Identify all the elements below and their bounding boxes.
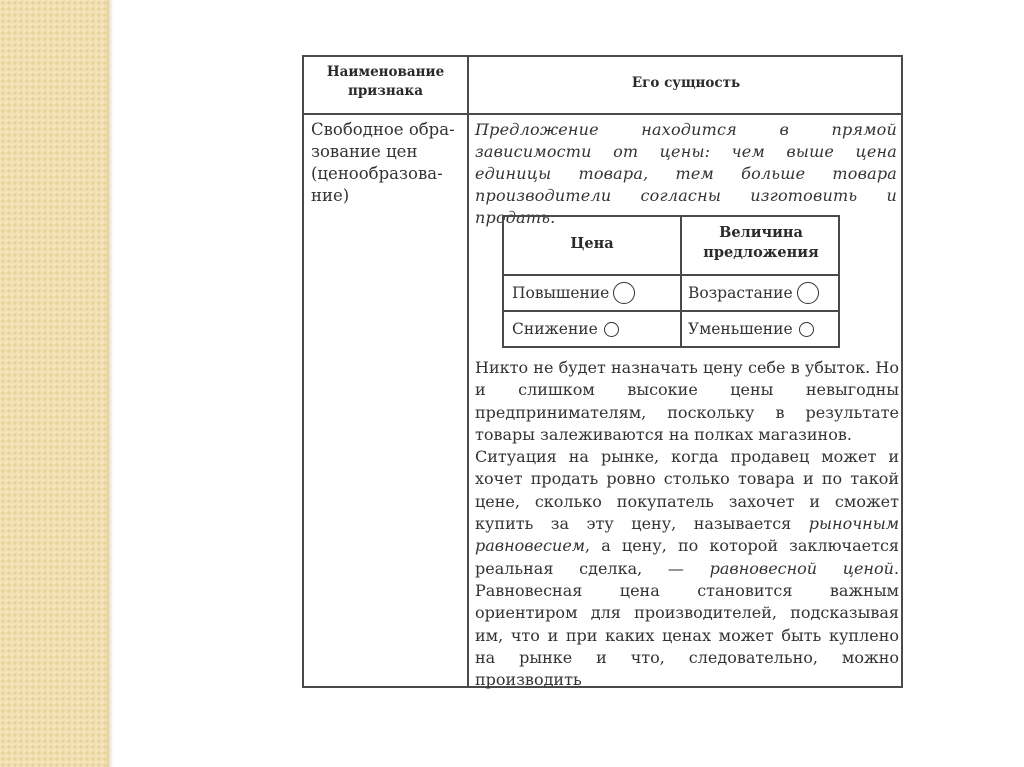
feature-name-cell xyxy=(311,119,463,207)
feature-line: ние) xyxy=(311,186,350,205)
inner-row-divider xyxy=(504,310,838,312)
header-feature-name xyxy=(304,63,467,101)
header-line: предложения xyxy=(703,244,819,261)
price-supply-table xyxy=(502,215,840,348)
small-circle-icon xyxy=(799,322,814,337)
header-divider xyxy=(304,113,901,115)
header-essence: Его сущность xyxy=(631,75,741,91)
side-pattern-shadow xyxy=(107,0,113,767)
large-circle-icon xyxy=(797,282,819,304)
cell-text: Снижение xyxy=(512,320,598,338)
explanation-text xyxy=(475,357,899,691)
supply-decrease-cell xyxy=(688,317,814,341)
essence-cell xyxy=(475,119,897,229)
price-decrease-cell xyxy=(512,317,619,341)
cell-text: Повышение xyxy=(512,284,610,302)
small-circle-icon xyxy=(604,322,619,337)
feature-line: (ценообразова- xyxy=(311,164,443,183)
text-span: , а цену, по которой заключается реальная сделка, — xyxy=(475,536,899,578)
paragraph-equilibrium xyxy=(475,446,899,691)
term-equilibrium-price: равновесной ценой xyxy=(709,558,894,578)
text-span: Ситуация на рынке, когда продавец может и хочет продать ровно столько товара и по такой цене, сколько покупатель захочет и сможет купить за эту цену, называется xyxy=(475,447,899,534)
price-increase-cell xyxy=(512,281,635,305)
header-line: Наименование xyxy=(326,64,445,80)
inner-header-price: Цена xyxy=(570,235,614,252)
text-span: . Равновесная цена становится важным ориентиром для производителей, подсказывая им, что и при каких ценах может быть куплено на рынке и что, следовательно, можно производить xyxy=(475,558,899,690)
column-divider xyxy=(467,57,469,686)
feature-line: Свободное обра- xyxy=(311,120,455,139)
decorative-side-pattern xyxy=(0,0,107,767)
cell-text: Уменьшение xyxy=(688,320,793,338)
large-circle-icon xyxy=(613,282,635,304)
supply-increase-cell xyxy=(688,281,819,305)
header-line: признака xyxy=(347,83,424,99)
inner-row-divider xyxy=(504,274,838,276)
feature-line: зование цен xyxy=(311,142,418,161)
feature-table xyxy=(302,55,903,688)
paragraph-losses: Никто не будет назначать цену себе в убыток. Но и слишком высокие цены невыгодны предпринимателям, поскольку в результате товары залеживаются на полках магазинов. xyxy=(475,358,899,444)
header-line: Величина xyxy=(719,224,803,241)
cell-text: Возрастание xyxy=(688,284,793,302)
supply-intro-text: Предложение находится в прямой зависимости от цены: чем выше цена единицы товара, тем больше товара производители согласны изготовить и продать. xyxy=(475,120,897,227)
inner-header-supply xyxy=(682,223,840,263)
term-market-equilibrium: рыночным равновесием xyxy=(475,514,899,556)
